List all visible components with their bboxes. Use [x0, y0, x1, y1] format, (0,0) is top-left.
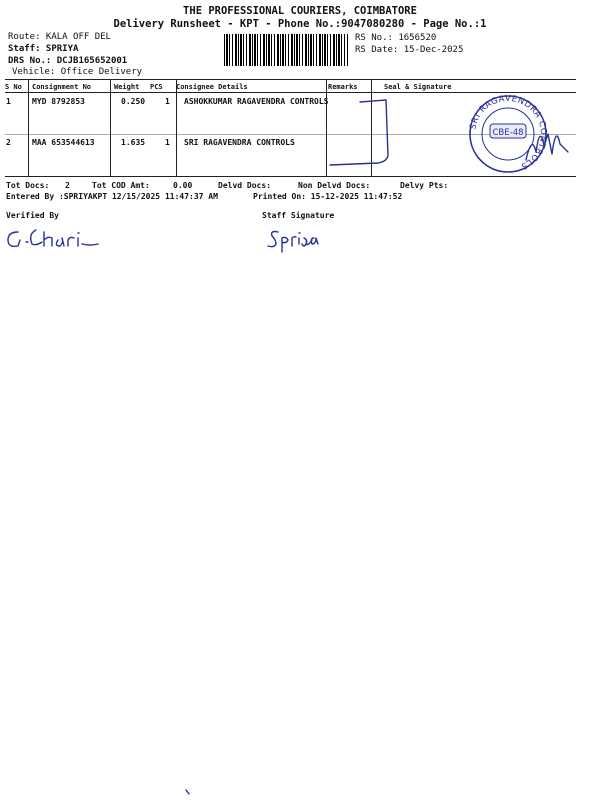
tot-docs-label: Tot Docs:	[6, 181, 50, 190]
verifier-signature	[4, 224, 104, 254]
staff-label: Staff: SPRIYA	[8, 44, 79, 54]
col-consignment: Consignment No	[32, 83, 92, 91]
barcode	[224, 34, 348, 66]
row-pcs: 1	[165, 138, 170, 147]
table-bottom-border	[5, 176, 576, 177]
row-sno: 2	[6, 138, 11, 147]
col-seal: Seal & Signature	[384, 83, 452, 91]
row-sno: 1	[6, 97, 11, 106]
tot-docs-value: 2	[65, 181, 70, 190]
col-weight: Weight	[114, 83, 140, 91]
non-delvd-docs-label: Non Delvd Docs:	[298, 181, 371, 190]
printed-on: Printed On: 15-12-2025 11:47:52	[253, 192, 403, 201]
tot-cod-value: 0.00	[173, 181, 193, 190]
row-weight: 1.635	[121, 138, 146, 147]
table-header-divider	[5, 92, 576, 93]
company-seal-stamp	[456, 94, 576, 174]
runsheet-title: Delivery Runsheet - KPT - Phone No.:9047080280 - Page No.:1	[113, 18, 487, 30]
table-top-border	[5, 79, 576, 80]
delvy-pts-label: Delvy Pts:	[400, 181, 449, 190]
row-consignment: MYD 8792853	[32, 97, 85, 106]
vehicle-label: Vehicle: Office Delivery	[12, 67, 143, 77]
verified-by-label: Verified By	[6, 211, 59, 220]
row-weight: 0.250	[121, 97, 146, 106]
route-label: Route: KALA OFF DEL	[8, 32, 111, 42]
staff-signature	[266, 226, 326, 254]
stray-pen-mark	[184, 788, 192, 796]
col-sno: S No	[5, 83, 22, 91]
tot-cod-label: Tot COD Amt:	[92, 181, 150, 190]
rs-date: RS Date: 15-Dec-2025	[355, 45, 464, 55]
col-remarks: Remarks	[328, 83, 358, 91]
entered-by: Entered By :SPRIYAKPT 12/15/2025 11:47:37 AM	[6, 192, 218, 201]
row-pcs: 1	[165, 97, 170, 106]
row-consignee: ASHOKKUMAR RAGAVENDRA CONTROLS	[184, 97, 329, 106]
column-divider	[28, 80, 29, 176]
remarks-bracket-mark	[328, 96, 392, 170]
stamp-ring-text: SRI RAGAVENDRA CONTROLS	[468, 94, 549, 172]
delvd-docs-label: Delvd Docs:	[218, 181, 271, 190]
rs-number: RS No.: 1656520	[355, 33, 437, 43]
row-consignment: MAA 653544613	[32, 138, 95, 147]
drs-number: DRS No.: DCJB165652001	[8, 56, 128, 66]
col-pcs: PCS	[150, 83, 163, 91]
column-divider	[326, 80, 327, 176]
column-divider	[176, 80, 177, 176]
row-consignee: SRI RAGAVENDRA CONTROLS	[184, 138, 295, 147]
staff-signature-label: Staff Signature	[262, 211, 335, 220]
stamp-center-text: CBE-48	[492, 128, 524, 138]
column-divider	[110, 80, 111, 176]
company-title: THE PROFESSIONAL COURIERS, COIMBATORE	[183, 5, 417, 17]
col-consignee: Consignee Details	[176, 83, 248, 91]
